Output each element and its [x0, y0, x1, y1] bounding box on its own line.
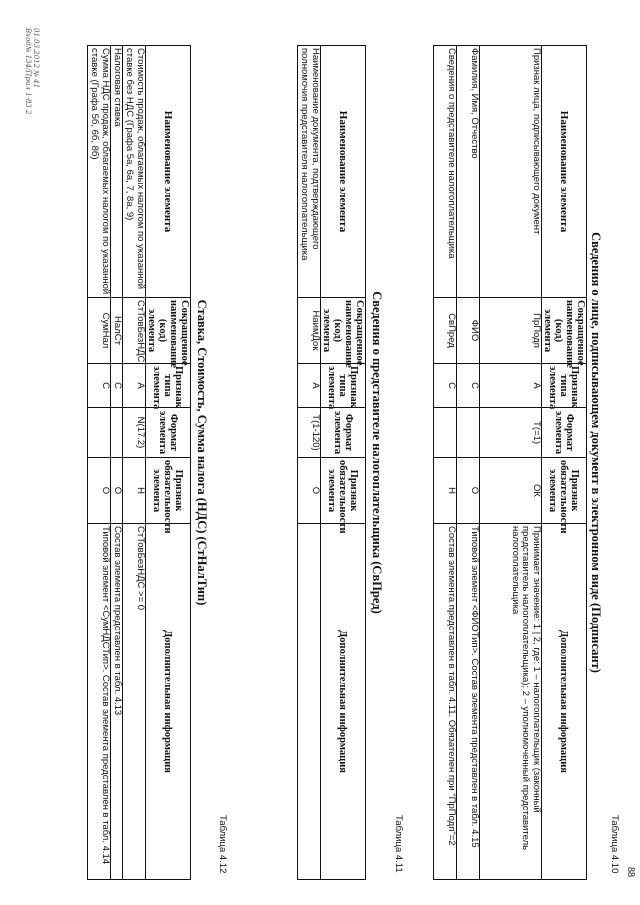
- cell-type: А: [123, 364, 146, 408]
- header-format: Формат элемента: [542, 408, 587, 458]
- header-type: Признак типа элемента: [542, 364, 587, 408]
- cell-info: Состав элемента представлен в табл. 4.13: [111, 524, 123, 880]
- header-info: Дополнительная информация: [542, 524, 587, 880]
- cell-name: Наименование документа, подтверждающего полномочия представителя налогоплательщика: [298, 46, 321, 298]
- table-4-12: [87, 45, 191, 880]
- cell-info: Принимает значение: 1 | 2, где: 1 – налогоплательщик (законный представитель налогоплательщика); 2 – уполномоченный представитель налогоплательщика: [480, 524, 542, 880]
- cell-format: T(1-120): [298, 408, 321, 458]
- cell-name: Фамилия, Имя, Отчество: [457, 46, 480, 298]
- table-header-row: [542, 46, 587, 880]
- header-name: Наименование элемента: [321, 46, 366, 298]
- cell-code: ФИО: [457, 298, 480, 364]
- table-4-10-caption: Таблица 4.10: [609, 815, 620, 874]
- cell-required: О: [88, 458, 111, 524]
- cell-required: Н: [434, 458, 457, 524]
- cell-name: Стоимость продаж, облагаемых налогом по указанной ставке без НДС (Графа 5а, 6а, 7, 8а, 9): [123, 46, 146, 298]
- header-code: Сокращенное наименование (код) элемента: [542, 298, 587, 364]
- cell-type: А: [480, 364, 542, 408]
- table-row: [457, 46, 480, 880]
- cell-name: Сумма НДС продаж, облагаемых налогом по указанной ставке (Графа 5б, 6б, 8б): [88, 46, 111, 298]
- header-name: Наименование элемента: [542, 46, 587, 298]
- table-4-12-caption: Таблица 4.12: [217, 815, 228, 874]
- cell-format: [111, 408, 123, 458]
- cell-required: О: [111, 458, 123, 524]
- cell-required: ОК: [480, 458, 542, 524]
- header-required: Признак обязательности элемента: [321, 458, 366, 524]
- stamp-line: Вход№ 134/Прил 1-83 2: [24, 28, 32, 115]
- cell-format: [434, 408, 457, 458]
- table-row: [111, 46, 123, 880]
- cell-code: СвПред: [434, 298, 457, 364]
- cell-code: НаимДок: [298, 298, 321, 364]
- cell-code: ПрПодп: [480, 298, 542, 364]
- table-row: [434, 46, 457, 880]
- cell-format: [88, 408, 111, 458]
- cell-info: Типовой элемент <ФИОТип>. Состав элемента представлен в табл. 4.15: [457, 524, 480, 880]
- header-format: Формат элемента: [146, 408, 191, 458]
- cell-info: Состав элемента представлен в табл. 4.11. Обязателен при "ПрПодп"=2: [434, 524, 457, 880]
- header-name: Наименование элемента: [146, 46, 191, 298]
- header-required: Признак обязательности элемента: [146, 458, 191, 524]
- table-4-11-caption: Таблица 4.11: [393, 815, 404, 873]
- table-row: [480, 46, 542, 880]
- table-4-12-title: Ставка, Стоимость, Сумма налога (НДС) (СтНалТип): [195, 299, 209, 606]
- cell-type: С: [111, 364, 123, 408]
- registration-stamp: [24, 28, 40, 115]
- header-required: Признак обязательности элемента: [542, 458, 587, 524]
- page-number: 88: [625, 867, 636, 877]
- table-4-11: [297, 45, 366, 880]
- table-4-11-title: Сведения о представителе налогоплательщика (СвПред): [370, 291, 384, 614]
- cell-type: А: [298, 364, 321, 408]
- cell-type: С: [457, 364, 480, 408]
- table-header-row: [321, 46, 366, 880]
- header-code: Сокращенное наименование (код) элемента: [146, 298, 191, 364]
- stamp-line: 01.03.2012 № 41: [32, 28, 40, 89]
- cell-code: СумНал: [88, 298, 111, 364]
- header-type: Признак типа элемента: [321, 364, 366, 408]
- cell-code: НалСт: [111, 298, 123, 364]
- table-4-10: [433, 45, 587, 880]
- header-info: Дополнительная информация: [146, 524, 191, 880]
- cell-info: Типовой элемент <СумНДСТип>. Состав элемента представлен в табл. 4.14: [88, 524, 111, 880]
- header-format: Формат элемента: [321, 408, 366, 458]
- table-row: [88, 46, 111, 880]
- cell-info: СтТовБезНДС >= 0: [123, 524, 146, 880]
- cell-info: [298, 524, 321, 880]
- cell-format: [457, 408, 480, 458]
- cell-format: T(=1): [480, 408, 542, 458]
- table-row: [298, 46, 321, 880]
- header-code: Сокращенное наименование (код) элемента: [321, 298, 366, 364]
- table-4-10-title: Сведения о лице, подписывающем документ в электронном виде (Подписант): [589, 232, 603, 673]
- cell-name: Сведения о представителе налогоплательщика: [434, 46, 457, 298]
- cell-required: О: [457, 458, 480, 524]
- cell-type: С: [434, 364, 457, 408]
- cell-required: О: [298, 458, 321, 524]
- header-type: Признак типа элемента: [146, 364, 191, 408]
- cell-name: Признак лица, подписывающего документ: [480, 46, 542, 298]
- cell-required: Н: [123, 458, 146, 524]
- cell-name: Налоговая ставка: [111, 46, 123, 298]
- table-row: [123, 46, 146, 880]
- cell-code: СтТовБезНДС: [123, 298, 146, 364]
- header-info: Дополнительная информация: [321, 524, 366, 880]
- table-header-row: [146, 46, 191, 880]
- cell-type: С: [88, 364, 111, 408]
- cell-format: N(17.2): [123, 408, 146, 458]
